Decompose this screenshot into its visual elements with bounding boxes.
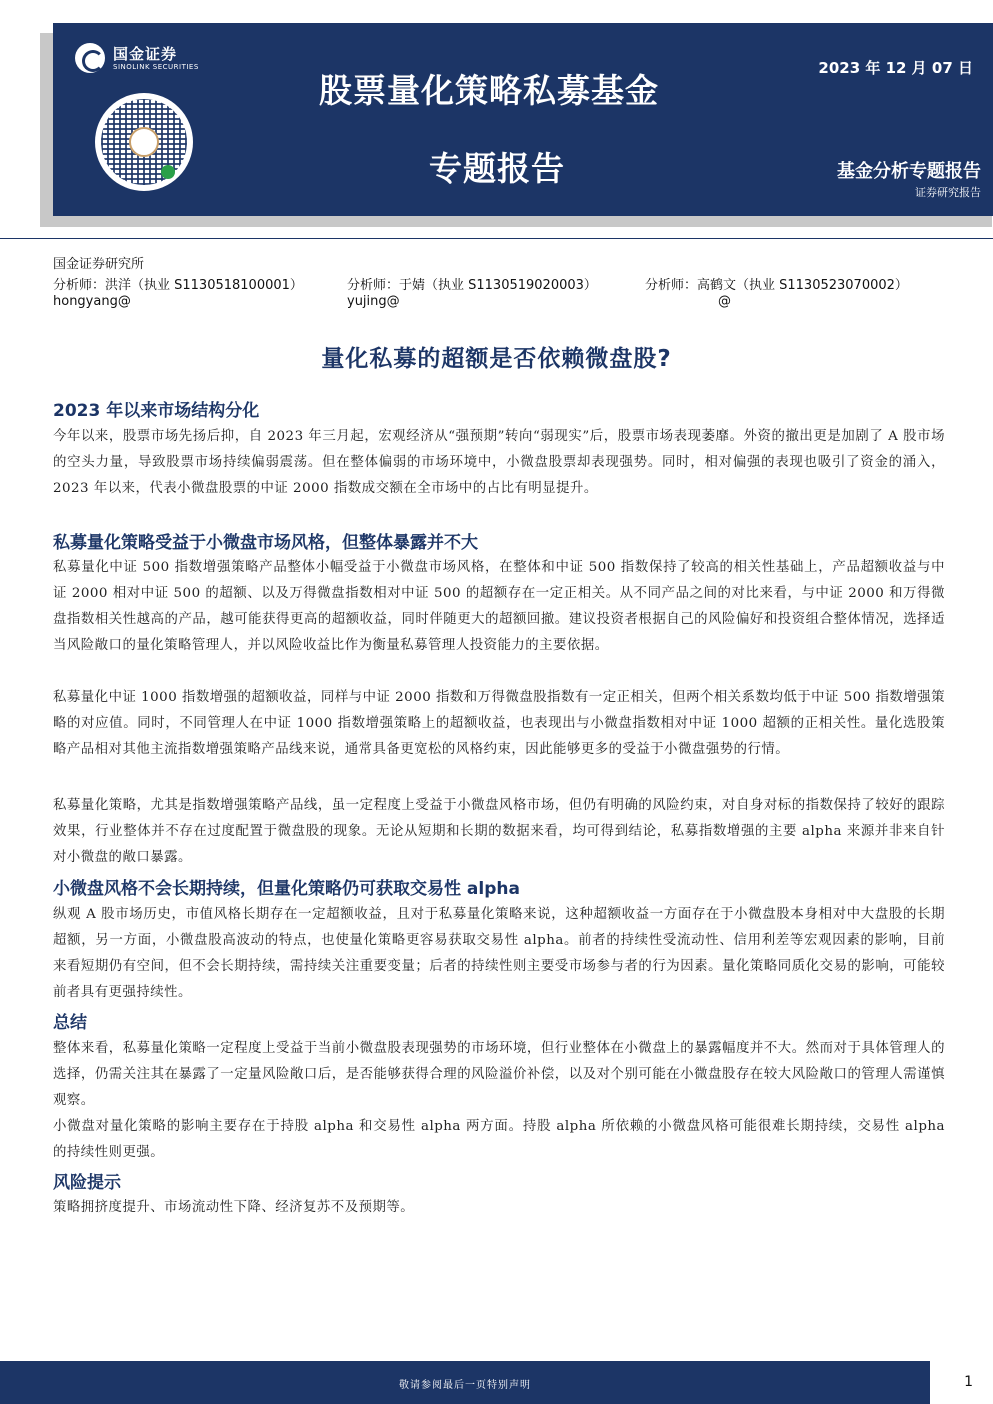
section-heading-trading-alpha: 小微盘风格不会长期持续，但量化策略仍可获取交易性 alpha — [53, 879, 520, 899]
section-heading-summary: 总结 — [53, 1013, 87, 1033]
analyst-3-email[interactable]: @ — [718, 294, 731, 309]
page-number: 1 — [964, 1374, 973, 1390]
analyst-2: 分析师：于婧（执业 S1130519020003） — [347, 278, 597, 293]
institute-name: 国金证券研究所 — [53, 257, 145, 272]
analyst-2-email[interactable]: yujing@ — [347, 294, 400, 309]
section-heading-market-structure: 2023 年以来市场结构分化 — [53, 401, 260, 421]
analyst-1: 分析师：洪洋（执业 S1130518100001） — [53, 278, 303, 293]
company-logo — [75, 43, 199, 73]
header-divider — [0, 238, 993, 239]
footer-disclaimer: 敬请参阅最后一页特别声明 — [399, 1380, 531, 1391]
sinolink-logo-icon — [75, 43, 105, 73]
paragraph: 策略拥挤度提升、市场流动性下降、经济复苏不及预期等。 — [53, 1200, 415, 1215]
section-heading-risk: 风险提示 — [53, 1173, 121, 1193]
header-banner — [53, 23, 993, 216]
report-title-line2: 专题报告 — [429, 149, 565, 188]
paragraph: 私募量化策略，尤其是指数增强策略产品线，虽一定程度上受益于小微盘风格市场，但仍有明确的风险约束，对自身对标的指数保持了较好的跟踪效果，行业整体并不存在过度配置于微盘股的现象。无论从短期和长期的数据来看，均可得到结论，私募指数增强的主要 alpha 来源并非来自针对小微盘的敞口暴露。 — [53, 798, 945, 865]
section-heading-small-cap-benefit: 私募量化策略受益于小微盘市场风格，但整体暴露并不大 — [53, 533, 478, 553]
article-title: 量化私募的超额是否依赖微盘股? — [321, 346, 672, 372]
report-date: 2023 年 12 月 07 日 — [818, 59, 973, 77]
paragraph: 私募量化中证 500 指数增强策略产品整体小幅受益于小微盘市场风格，在整体和中证 500 指数保持了较高的相关性基础上，产品超额收益与中证 2000 相对中证 500 的超额、以及万得微盘指数相对中证 500 的超额存在一定正相关。从不同产品之间的对比来看，与中证 2000 和万得微盘指数相关性越高的产品，越可能获得更高的超额收益，同时伴随更大的超额回撤。建议投资者根据自己的风险偏好和投资组合整体情况，选择适当风险敞口的量化策略管理人，并以风险收益比作为衡量私募管理人投资能力的主要依据。 — [53, 560, 945, 653]
paragraph: 今年以来，股票市场先扬后抑，自 2023 年三月起，宏观经济从“强预期”转向“弱现实”后，股票市场表现萎靡。外资的撤出更是加剧了 A 股市场的空头力量，导致股票市场持续偏弱震荡。但在整体偏弱的市场环境中，小微盘股票却表现强势。同时，相对偏强的表现也吸引了资金的涌入，2023 年以来，代表小微盘股票的中证 2000 指数成交额在全市场中的占比有明显提升。 — [53, 429, 945, 496]
paragraph: 小微盘对量化策略的影响主要存在于持股 alpha 和交易性 alpha 两方面。持股 alpha 所依赖的小微盘风格可能很难长期持续，交易性 alpha 的持续性则更强。 — [53, 1119, 945, 1160]
logo-name-en: SINOLINK SECURITIES — [113, 62, 199, 71]
paragraph: 纵观 A 股市场历史，市值风格长期存在一定超额收益，且对于私募量化策略来说，这种超额收益一方面存在于小微盘股本身相对中大盘股的长期超额，另一方面，小微盘股高波动的特点，也使量化策略更容易获取交易性 alpha。前者的持续性受流动性、信用利差等宏观因素的影响，目前来看短期仍有空间，但不会长期持续，需持续关注重要变量；后者的持续性则主要受市场参与者的行为因素。量化策略同质化交易的影响，可能较前者具有更强持续性。 — [53, 907, 945, 1000]
paragraph: 整体来看，私募量化策略一定程度上受益于当前小微盘股表现强势的市场环境，但行业整体在小微盘上的暴露幅度并不大。然而对于具体管理人的选择，仍需关注其在暴露了一定量风险敞口后，是否能够获得合理的风险溢价补偿，以及对个别可能在小微盘股存在较大风险敞口的管理人需谨慎观察。 — [53, 1041, 945, 1108]
logo-name-cn: 国金证券 — [113, 44, 178, 63]
report-subtype: 证券研究报告 — [915, 186, 981, 199]
report-title-line1: 股票量化策略私募基金 — [319, 71, 659, 110]
mini-program-qr-icon — [95, 93, 193, 191]
paragraph: 私募量化中证 1000 指数增强的超额收益，同样与中证 2000 指数和万得微盘股指数有一定正相关，但两个相关系数均低于中证 500 指数增强策略的对应值。同时，不同管理人在中证 1000 指数增强策略上的超额收益，也表现出与小微盘指数相对中证 1000 超额的正相关性。量化选股策略产品相对其他主流指数增强策略产品线来说，通常具备更宽松的风格约束，因此能够更多的受益于小微盘强势的行情。 — [53, 690, 945, 757]
analyst-3: 分析师：高鹤文（执业 S1130523070002） — [645, 278, 908, 293]
analyst-1-email[interactable]: hongyang@ — [53, 294, 131, 309]
report-type: 基金分析专题报告 — [837, 161, 981, 182]
